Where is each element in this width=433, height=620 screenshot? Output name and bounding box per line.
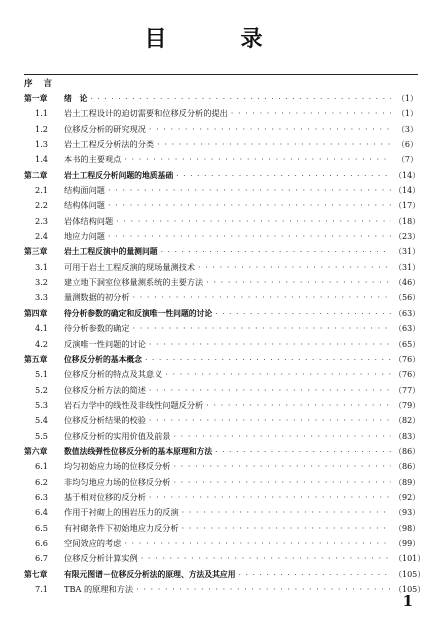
section-title: 结构面问题 — [64, 185, 105, 196]
page-reference: （82） — [394, 416, 421, 426]
chapter-title: 岩土工程反分析问题的地质基础 — [64, 170, 174, 180]
dot-leader — [136, 582, 391, 597]
dot-leader — [145, 352, 391, 367]
page-reference: （76） — [394, 354, 421, 364]
section-number: 3.1 — [35, 261, 49, 272]
dot-leader — [198, 260, 391, 275]
dot-leader — [141, 551, 391, 566]
top-rule — [24, 74, 418, 75]
chapter-number: 第二章 — [24, 170, 48, 180]
page-reference: （92） — [394, 492, 421, 502]
table-of-contents — [24, 74, 426, 597]
dot-leader — [182, 521, 391, 536]
page-reference: （77） — [394, 385, 421, 395]
page-reference: （89） — [394, 477, 421, 487]
page-reference: （63） — [394, 308, 421, 318]
toc-section-row — [24, 275, 421, 290]
section-number: 6.4 — [35, 507, 49, 518]
section-number: 1.3 — [35, 139, 49, 150]
section-number: 5.2 — [35, 384, 49, 395]
toc-chapter-row — [24, 306, 421, 321]
toc-section-row — [24, 505, 421, 520]
chapter-title: 绪 论 — [64, 94, 88, 103]
section-number: 4.2 — [35, 338, 49, 349]
toc-section-row — [24, 582, 426, 597]
page-reference: （31） — [394, 247, 421, 257]
toc-section-row — [24, 475, 421, 490]
toc-chapter-row — [24, 244, 421, 259]
dot-leader — [149, 490, 391, 505]
section-number: 1.4 — [35, 154, 49, 165]
chapter-title: 有限元图谱－位移反分析法的原理、方法及其应用 — [64, 569, 236, 579]
page-reference: （65） — [394, 339, 421, 349]
toc-chapter-row — [24, 91, 418, 106]
section-number: 6.1 — [35, 461, 49, 472]
toc-section-row — [24, 137, 418, 152]
chapter-number: 第一章 — [24, 94, 48, 103]
page-reference: （3） — [396, 124, 418, 134]
page-reference: （1） — [396, 109, 418, 119]
dot-leader — [149, 337, 391, 352]
section-title: 本书的主要观点 — [64, 154, 122, 165]
toc-section-row — [24, 490, 421, 505]
section-title: 位移反分析方法的简述 — [64, 384, 146, 395]
section-number: 6.5 — [35, 522, 49, 533]
chapter-number: 第四章 — [24, 308, 48, 318]
section-number: 2.1 — [35, 185, 49, 196]
chapter-number: 第六章 — [24, 446, 48, 456]
dot-leader — [231, 106, 391, 121]
section-title: 有衬砌条件下初始地应力反分析 — [64, 522, 179, 533]
page-reference: （31） — [394, 262, 421, 272]
section-number: 6.7 — [35, 553, 49, 564]
section-number: 2.2 — [35, 200, 49, 211]
section-number: 1.1 — [35, 108, 49, 119]
section-title: 位移反分析结果的校验 — [64, 415, 146, 426]
toc-section-row — [24, 413, 421, 428]
toc-section-row — [24, 229, 421, 244]
page-reference: （63） — [394, 324, 421, 334]
page-reference: （79） — [394, 400, 421, 410]
page-reference: （14） — [394, 186, 421, 196]
section-title: 均匀初始应力场的位移反分析 — [64, 461, 171, 472]
dot-leader — [124, 536, 391, 551]
dot-leader — [173, 459, 391, 474]
page-reference: （18） — [394, 216, 421, 226]
section-number: 5.4 — [35, 415, 49, 426]
chapter-number: 第三章 — [24, 247, 48, 257]
section-title: 空间效应的考虑 — [64, 537, 122, 548]
dot-leader — [215, 444, 391, 459]
section-title: 岩土工程反分析法的分类 — [64, 139, 155, 150]
dot-leader — [124, 152, 391, 167]
section-number: 3.2 — [35, 277, 49, 288]
dot-leader — [161, 244, 391, 259]
dot-leader — [108, 183, 391, 198]
section-title: 反演唯一性问题的讨论 — [64, 338, 146, 349]
dot-leader — [149, 383, 391, 398]
dot-leader — [215, 306, 391, 321]
section-title: 位移反分析的研究现况 — [64, 123, 146, 134]
dot-leader — [108, 229, 391, 244]
section-title: 位移反分析计算实例 — [64, 553, 138, 564]
page-reference: （93） — [394, 508, 421, 518]
toc-section-row — [24, 521, 421, 536]
section-title: TBA 的原理和方法 — [64, 584, 134, 594]
page-reference: （83） — [394, 431, 421, 441]
section-number: 7.1 — [35, 584, 49, 594]
toc-section-row — [24, 429, 421, 444]
section-number: 3.3 — [35, 292, 49, 303]
toc-preface: 序 言 — [24, 79, 56, 89]
dot-leader — [176, 168, 391, 183]
toc-chapter-row — [24, 352, 421, 367]
page-number: 1 — [402, 592, 413, 610]
toc-section-row — [24, 398, 421, 413]
toc-section-row — [24, 260, 421, 275]
section-title: 作用于衬砌上的围岩压力的反演 — [64, 507, 179, 518]
section-title: 岩石力学中的线性及非线性问题反分析 — [64, 399, 204, 410]
dot-leader — [157, 137, 391, 152]
section-title: 可用于岩土工程反演的现场量测技术 — [64, 261, 196, 272]
section-title: 地应力问题 — [64, 231, 105, 242]
page-reference: （7） — [396, 155, 418, 165]
toc-section-row — [24, 152, 418, 167]
page-reference: （86） — [394, 446, 421, 456]
section-title: 非均匀地应力场的位移反分析 — [64, 476, 171, 487]
toc-section-row — [24, 321, 421, 336]
dot-leader — [108, 198, 391, 213]
page-reference: （23） — [394, 232, 421, 242]
page-reference: （56） — [394, 293, 421, 303]
page-title: 目 录 — [144, 27, 289, 52]
page-reference: （99） — [394, 538, 421, 548]
toc-section-row — [24, 290, 421, 305]
section-title: 岩土工程设计的迫切需要和位移反分析的提出 — [64, 108, 228, 119]
page-reference: （76） — [394, 370, 421, 380]
page-reference: （1） — [396, 94, 418, 103]
section-title: 待分析参数的确定 — [64, 323, 130, 334]
section-title: 岩体结构问题 — [64, 215, 114, 226]
page-reference: （86） — [394, 462, 421, 472]
dot-leader — [149, 122, 391, 137]
toc-section-row — [24, 183, 421, 198]
page-reference: （105） — [394, 585, 426, 594]
dot-leader — [173, 429, 391, 444]
dot-leader — [239, 567, 391, 582]
dot-leader — [149, 413, 391, 428]
page-reference: （46） — [394, 278, 421, 288]
toc-section-row — [24, 551, 426, 566]
toc-chapter-row — [24, 168, 421, 183]
page-reference: （14） — [394, 170, 421, 180]
chapter-number: 第七章 — [24, 569, 48, 579]
toc-section-row — [24, 122, 418, 137]
section-title: 基于相对位移的反分析 — [64, 491, 146, 502]
dot-leader — [182, 505, 391, 520]
section-number: 4.1 — [35, 323, 49, 334]
page-reference: （98） — [394, 523, 421, 533]
section-title: 位移反分析的特点及其意义 — [64, 369, 163, 380]
section-title: 结构体问题 — [64, 200, 105, 211]
section-number: 6.6 — [35, 537, 49, 548]
section-title: 建立地下洞室位移量测系统的主要方法 — [64, 277, 204, 288]
section-title: 量测数据的初分析 — [64, 292, 130, 303]
toc-section-row — [24, 383, 421, 398]
toc-section-row — [24, 106, 418, 121]
toc-section-row — [24, 337, 421, 352]
toc-section-row — [24, 198, 421, 213]
dot-leader — [206, 275, 391, 290]
dot-leader — [133, 321, 391, 336]
toc-section-row — [24, 536, 421, 551]
section-number: 2.4 — [35, 231, 49, 242]
section-number: 5.1 — [35, 369, 49, 380]
page-reference: （6） — [396, 140, 418, 150]
dot-leader — [133, 290, 391, 305]
page-reference: （101） — [394, 554, 426, 564]
page-reference: （17） — [394, 201, 421, 211]
page-reference: （105） — [394, 569, 426, 579]
chapter-title: 岩土工程反演中的量测问题 — [64, 247, 158, 257]
section-title: 位移反分析的实用价值及前景 — [64, 430, 171, 441]
section-number: 2.3 — [35, 215, 49, 226]
dot-leader — [173, 475, 391, 490]
section-number: 5.5 — [35, 430, 49, 441]
section-number: 6.3 — [35, 491, 49, 502]
section-number: 6.2 — [35, 476, 49, 487]
toc-chapter-row — [24, 444, 421, 459]
toc-section-row — [24, 459, 421, 474]
dot-leader — [206, 398, 391, 413]
chapter-title: 待分析参数的确定和反演唯一性问题的讨论 — [64, 308, 213, 318]
toc-entries — [24, 91, 426, 597]
section-number: 1.2 — [35, 123, 49, 134]
dot-leader — [165, 367, 391, 382]
chapter-number: 第五章 — [24, 354, 48, 364]
chapter-title: 数值法线弹性位移反分析的基本原理和方法 — [64, 446, 213, 456]
toc-chapter-row — [24, 567, 426, 582]
dot-leader — [90, 91, 391, 106]
chapter-title: 位移反分析的基本概念 — [64, 354, 142, 364]
section-number: 5.3 — [35, 399, 49, 410]
toc-section-row — [24, 214, 421, 229]
toc-section-row — [24, 367, 421, 382]
dot-leader — [116, 214, 391, 229]
